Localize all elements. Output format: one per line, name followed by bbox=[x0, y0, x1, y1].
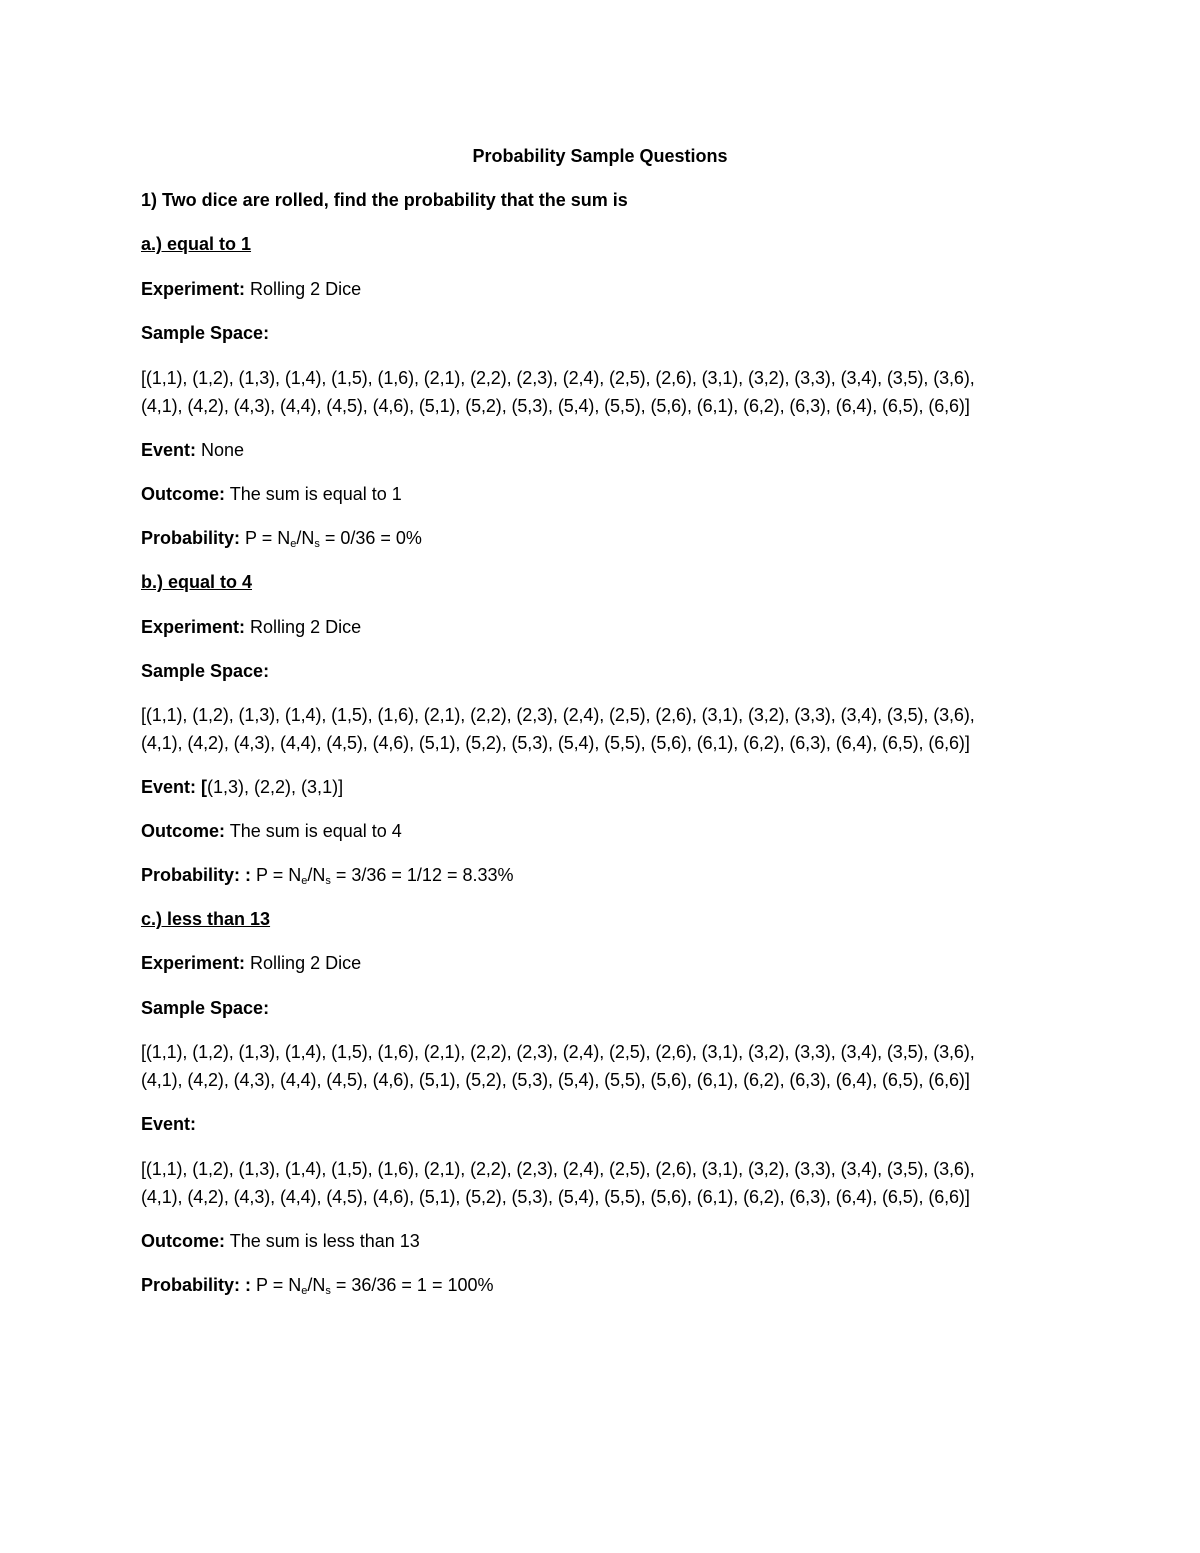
probability-formula: $P = N_e/N_s = 36/36 = 1 = 100\%$ bbox=[256, 1275, 494, 1297]
part-a-heading: a.) equal to 1 bbox=[141, 234, 252, 254]
part-b-probability bbox=[141, 864, 514, 892]
event-value: (1,3), (2,2), (3,1)] bbox=[207, 777, 344, 797]
outcome-label: Outcome: bbox=[141, 1231, 226, 1251]
probability-label: Probability: : bbox=[141, 1275, 252, 1295]
part-c-event-line1: [(1,1), (1,2), (1,3), (1,4), (1,5), (1,6), (2,1), (2,2), (2,3), (2,4), (2,5), (2,6), (3,1), (3,2), (3,3), (3,4), (3,5), (3,6), bbox=[141, 1159, 975, 1179]
experiment-value: Rolling 2 Dice bbox=[250, 953, 362, 973]
probability-label: Probability: : bbox=[141, 865, 252, 885]
part-c-event-label: Event: bbox=[141, 1114, 197, 1134]
experiment-label: Experiment: bbox=[141, 953, 246, 973]
part-c-sample-space-line1: [(1,1), (1,2), (1,3), (1,4), (1,5), (1,6), (2,1), (2,2), (2,3), (2,4), (2,5), (2,6), (3,1), (3,2), (3,3), (3,4), (3,5), (3,6), bbox=[141, 1042, 975, 1062]
part-c-probability bbox=[141, 1274, 494, 1302]
experiment-value: Rolling 2 Dice bbox=[250, 617, 362, 637]
part-c-experiment bbox=[141, 952, 361, 974]
part-a-event bbox=[141, 439, 244, 461]
outcome-value: The sum is less than 13 bbox=[229, 1231, 420, 1251]
page-title: Probability Sample Questions bbox=[472, 146, 728, 166]
probability-formula: $P = N_e/N_s = 3/36 = 1/12 = 8.33\%$ bbox=[256, 865, 514, 887]
part-c-outcome bbox=[141, 1230, 420, 1252]
part-b-sample-space-label: Sample Space: bbox=[141, 661, 270, 681]
part-a-probability bbox=[141, 527, 422, 555]
part-a-experiment bbox=[141, 278, 361, 300]
outcome-value: The sum is equal to 4 bbox=[229, 821, 402, 841]
outcome-label: Outcome: bbox=[141, 821, 226, 841]
part-b-event: Event: [(1,3), (2,2), (3,1)] bbox=[141, 777, 344, 797]
part-b-experiment bbox=[141, 616, 361, 638]
experiment-label: Experiment: bbox=[141, 617, 246, 637]
experiment-value: Rolling 2 Dice bbox=[250, 279, 362, 299]
probability-label: Probability: bbox=[141, 528, 241, 548]
part-a-outcome bbox=[141, 483, 402, 505]
part-a-sample-space-line1: [(1,1), (1,2), (1,3), (1,4), (1,5), (1,6), (2,1), (2,2), (2,3), (2,4), (2,5), (2,6), (3,1), (3,2), (3,3), (3,4), (3,5), (3,6), bbox=[141, 368, 975, 388]
part-b-outcome bbox=[141, 820, 402, 842]
part-b-sample-space-line1: [(1,1), (1,2), (1,3), (1,4), (1,5), (1,6), (2,1), (2,2), (2,3), (2,4), (2,5), (2,6), (3,1), (3,2), (3,3), (3,4), (3,5), (3,6), bbox=[141, 705, 975, 725]
part-c-heading: c.) less than 13 bbox=[141, 909, 271, 929]
event-value: None bbox=[201, 440, 245, 460]
probability-formula: $P = N_e/N_s = 0/36 = 0\%$ bbox=[245, 528, 422, 550]
part-c-sample-space-label: Sample Space: bbox=[141, 998, 270, 1018]
part-c-sample-space-line2: (4,1), (4,2), (4,3), (4,4), (4,5), (4,6), (5,1), (5,2), (5,3), (5,4), (5,5), (5,6), (6,1), (6,2), (6,3), (6,4), (6,5), (6,6)] bbox=[141, 1070, 970, 1090]
outcome-label: Outcome: bbox=[141, 484, 226, 504]
outcome-value: The sum is equal to 1 bbox=[229, 484, 402, 504]
event-label: Event: bbox=[141, 440, 197, 460]
part-c-event-line2: (4,1), (4,2), (4,3), (4,4), (4,5), (4,6), (5,1), (5,2), (5,3), (5,4), (5,5), (5,6), (6,1), (6,2), (6,3), (6,4), (6,5), (6,6)] bbox=[141, 1187, 970, 1207]
event-label: Event: bbox=[141, 777, 197, 797]
experiment-label: Experiment: bbox=[141, 279, 246, 299]
part-b-sample-space-line2: (4,1), (4,2), (4,3), (4,4), (4,5), (4,6), (5,1), (5,2), (5,3), (5,4), (5,5), (5,6), (6,1), (6,2), (6,3), (6,4), (6,5), (6,6)] bbox=[141, 733, 970, 753]
part-b-heading: b.) equal to 4 bbox=[141, 572, 253, 592]
part-a-sample-space-line2: (4,1), (4,2), (4,3), (4,4), (4,5), (4,6), (5,1), (5,2), (5,3), (5,4), (5,5), (5,6), (6,1), (6,2), (6,3), (6,4), (6,5), (6,6)] bbox=[141, 396, 970, 416]
part-a-sample-space-label: Sample Space: bbox=[141, 323, 270, 343]
question-text: 1) Two dice are rolled, find the probability that the sum is bbox=[141, 190, 628, 210]
